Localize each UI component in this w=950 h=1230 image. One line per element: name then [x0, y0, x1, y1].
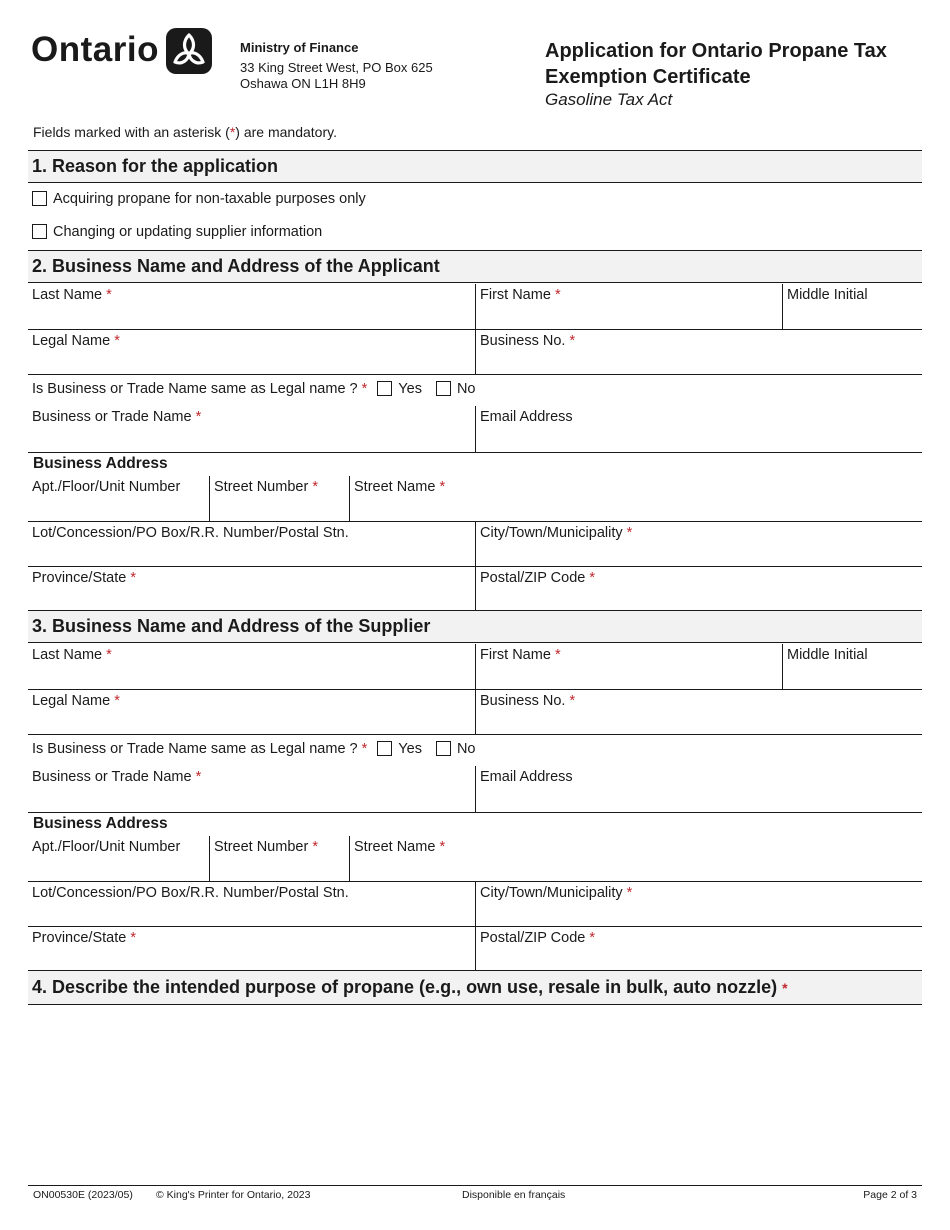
applicant-postal-field[interactable]	[475, 567, 922, 610]
applicant-city-label: City/Town/Municipality	[480, 525, 623, 541]
applicant-lot-field[interactable]	[28, 522, 475, 566]
reason-non-taxable-label: Acquiring propane for non-taxable purposes only	[53, 191, 366, 207]
applicant-same-name-label: Is Business or Trade Name same as Legal name ?	[32, 381, 358, 397]
required-asterisk: *	[626, 525, 633, 541]
applicant-street-name-label: Street Name	[354, 479, 436, 495]
required-asterisk: *	[312, 479, 318, 495]
supplier-trade-name-field[interactable]	[28, 766, 475, 812]
applicant-province-label: Province/State	[32, 570, 127, 586]
required-asterisk: *	[554, 647, 561, 663]
applicant-business-address-heading: Business Address	[33, 455, 168, 472]
applicant-city-field[interactable]	[475, 522, 922, 566]
applicant-last-name-label: Last Name	[32, 287, 103, 303]
applicant-apt-label: Apt./Floor/Unit Number	[32, 479, 181, 495]
supplier-first-name-field[interactable]	[475, 644, 782, 689]
required-asterisk: *	[106, 647, 112, 663]
footer-french-available: Disponible en français	[462, 1189, 566, 1201]
supplier-lot-label: Lot/Concession/PO Box/R.R. Number/Postal Stn.	[32, 885, 349, 901]
supplier-last-name-label: Last Name	[32, 647, 103, 663]
supplier-same-name-question	[32, 741, 476, 757]
applicant-email-label: Email Address	[480, 409, 573, 425]
required-asterisk: *	[195, 769, 202, 785]
applicant-province-field[interactable]	[28, 567, 475, 610]
applicant-trade-row	[28, 406, 922, 453]
applicant-last-name-field[interactable]	[28, 284, 475, 329]
applicant-email-field[interactable]	[475, 406, 922, 452]
ministry-address-line2: Oshawa ON L1H 8H9	[240, 76, 366, 91]
applicant-same-name-no-label: No	[456, 381, 476, 397]
applicant-first-name-field[interactable]	[475, 284, 782, 329]
form-subtitle: Gasoline Tax Act	[545, 90, 673, 109]
required-asterisk: *	[130, 570, 136, 586]
applicant-legal-row	[28, 330, 922, 375]
applicant-lot-label: Lot/Concession/PO Box/R.R. Number/Postal Stn.	[32, 525, 349, 541]
required-asterisk: *	[782, 980, 788, 996]
applicant-same-name-no-checkbox[interactable]	[436, 381, 451, 396]
section-3-header: 3. Business Name and Address of the Supplier	[28, 610, 922, 643]
supplier-street-number-label: Street Number	[214, 839, 309, 855]
mandatory-note-before: Fields marked with an asterisk (	[33, 124, 230, 140]
supplier-street-name-field[interactable]	[349, 836, 922, 881]
supplier-same-name-no-checkbox[interactable]	[436, 741, 451, 756]
reason-option-supplier-update[interactable]	[32, 224, 322, 240]
supplier-business-no-label: Business No.	[480, 693, 566, 709]
section-4-header	[28, 970, 922, 1005]
supplier-trade-row	[28, 766, 922, 813]
supplier-lot-field[interactable]	[28, 882, 475, 926]
supplier-lot-row	[28, 882, 922, 927]
required-asterisk: *	[361, 741, 368, 757]
reason-supplier-update-label: Changing or updating supplier information	[53, 224, 323, 240]
ministry-address-line1: 33 King Street West, PO Box 625	[240, 60, 433, 75]
supplier-city-field[interactable]	[475, 882, 922, 926]
supplier-legal-row	[28, 690, 922, 735]
applicant-same-name-yes-checkbox[interactable]	[377, 381, 392, 396]
supplier-last-name-field[interactable]	[28, 644, 475, 689]
supplier-business-address-heading: Business Address	[33, 815, 168, 832]
required-asterisk: *	[114, 693, 120, 709]
footer-form-id: ON00530E (2023/05)	[33, 1189, 133, 1201]
applicant-province-row	[28, 567, 922, 611]
required-asterisk: *	[569, 333, 576, 349]
applicant-postal-label: Postal/ZIP Code	[480, 570, 586, 586]
applicant-apt-field[interactable]	[28, 476, 209, 521]
footer-page-number: Page 2 of 3	[863, 1189, 917, 1201]
section-1-header: 1. Reason for the application	[28, 150, 922, 183]
required-asterisk: *	[439, 839, 446, 855]
required-asterisk: *	[589, 570, 596, 586]
applicant-street-number-field[interactable]	[209, 476, 349, 521]
applicant-legal-name-field[interactable]	[28, 330, 475, 374]
required-asterisk: *	[195, 409, 202, 425]
applicant-street-row	[28, 476, 922, 522]
supplier-street-row	[28, 836, 922, 882]
applicant-trade-name-label: Business or Trade Name	[32, 409, 192, 425]
applicant-business-no-label: Business No.	[480, 333, 566, 349]
mandatory-note-asterisk: *	[229, 124, 236, 140]
supplier-same-name-yes-label: Yes	[398, 741, 422, 757]
supplier-legal-name-label: Legal Name	[32, 693, 111, 709]
supplier-province-label: Province/State	[32, 930, 127, 946]
supplier-same-name-label: Is Business or Trade Name same as Legal name ?	[32, 741, 358, 757]
required-asterisk: *	[114, 333, 120, 349]
intended-purpose-textarea[interactable]	[28, 1006, 922, 1176]
supplier-trade-name-label: Business or Trade Name	[32, 769, 192, 785]
applicant-middle-initial-field[interactable]	[782, 284, 922, 329]
required-asterisk: *	[312, 839, 318, 855]
applicant-legal-name-label: Legal Name	[32, 333, 111, 349]
supplier-apt-field[interactable]	[28, 836, 209, 881]
applicant-street-name-field[interactable]	[349, 476, 922, 521]
applicant-same-name-yes-label: Yes	[398, 381, 422, 397]
supplier-first-name-label: First Name	[480, 647, 551, 663]
supplier-province-row	[28, 927, 922, 971]
footer-copyright: © King's Printer for Ontario, 2023	[156, 1189, 311, 1201]
supplier-city-label: City/Town/Municipality	[480, 885, 623, 901]
applicant-same-name-question	[32, 381, 476, 397]
supplier-email-field[interactable]	[475, 766, 922, 812]
supplier-postal-field[interactable]	[475, 927, 922, 970]
supplier-apt-label: Apt./Floor/Unit Number	[32, 839, 181, 855]
supplier-street-name-label: Street Name	[354, 839, 436, 855]
required-asterisk: *	[106, 287, 112, 303]
footer-divider	[28, 1185, 922, 1186]
supplier-email-label: Email Address	[480, 769, 573, 785]
supplier-same-name-yes-checkbox[interactable]	[377, 741, 392, 756]
section-2-header: 2. Business Name and Address of the Applicant	[28, 250, 922, 283]
supplier-same-name-no-label: No	[456, 741, 476, 757]
supplier-middle-initial-label: Middle Initial	[787, 647, 868, 663]
required-asterisk: *	[626, 885, 633, 901]
required-asterisk: *	[361, 381, 368, 397]
applicant-lot-row	[28, 522, 922, 567]
form-title: Application for Ontario Propane Tax Exemption Certificate	[545, 40, 887, 88]
mandatory-note-after: ) are mandatory.	[235, 124, 337, 140]
supplier-province-field[interactable]	[28, 927, 475, 970]
section-4-title: 4. Describe the intended purpose of propane (e.g., own use, resale in bulk, auto nozzle)	[32, 977, 778, 997]
required-asterisk: *	[569, 693, 576, 709]
supplier-business-no-field[interactable]	[475, 690, 922, 734]
applicant-first-name-label: First Name	[480, 287, 551, 303]
applicant-middle-initial-label: Middle Initial	[787, 287, 868, 303]
ministry-block	[240, 40, 433, 92]
supplier-postal-label: Postal/ZIP Code	[480, 930, 586, 946]
required-asterisk: *	[589, 930, 596, 946]
trillium-logo-icon	[166, 28, 212, 74]
supplier-street-number-field[interactable]	[209, 836, 349, 881]
required-asterisk: *	[130, 930, 136, 946]
reason-option-non-taxable[interactable]	[32, 191, 366, 207]
reason-non-taxable-checkbox[interactable]	[32, 191, 47, 206]
required-asterisk: *	[554, 287, 561, 303]
supplier-name-row	[28, 644, 922, 690]
ministry-name: Ministry of Finance	[240, 40, 359, 55]
required-asterisk: *	[439, 479, 446, 495]
supplier-middle-initial-field[interactable]	[782, 644, 922, 689]
supplier-legal-name-field[interactable]	[28, 690, 475, 734]
ontario-logo-wordmark: Ontario	[31, 30, 159, 69]
applicant-street-number-label: Street Number	[214, 479, 309, 495]
applicant-name-row	[28, 284, 922, 330]
applicant-business-no-field[interactable]	[475, 330, 922, 374]
applicant-trade-name-field[interactable]	[28, 406, 475, 452]
mandatory-note	[33, 124, 337, 140]
reason-supplier-update-checkbox[interactable]	[32, 224, 47, 239]
